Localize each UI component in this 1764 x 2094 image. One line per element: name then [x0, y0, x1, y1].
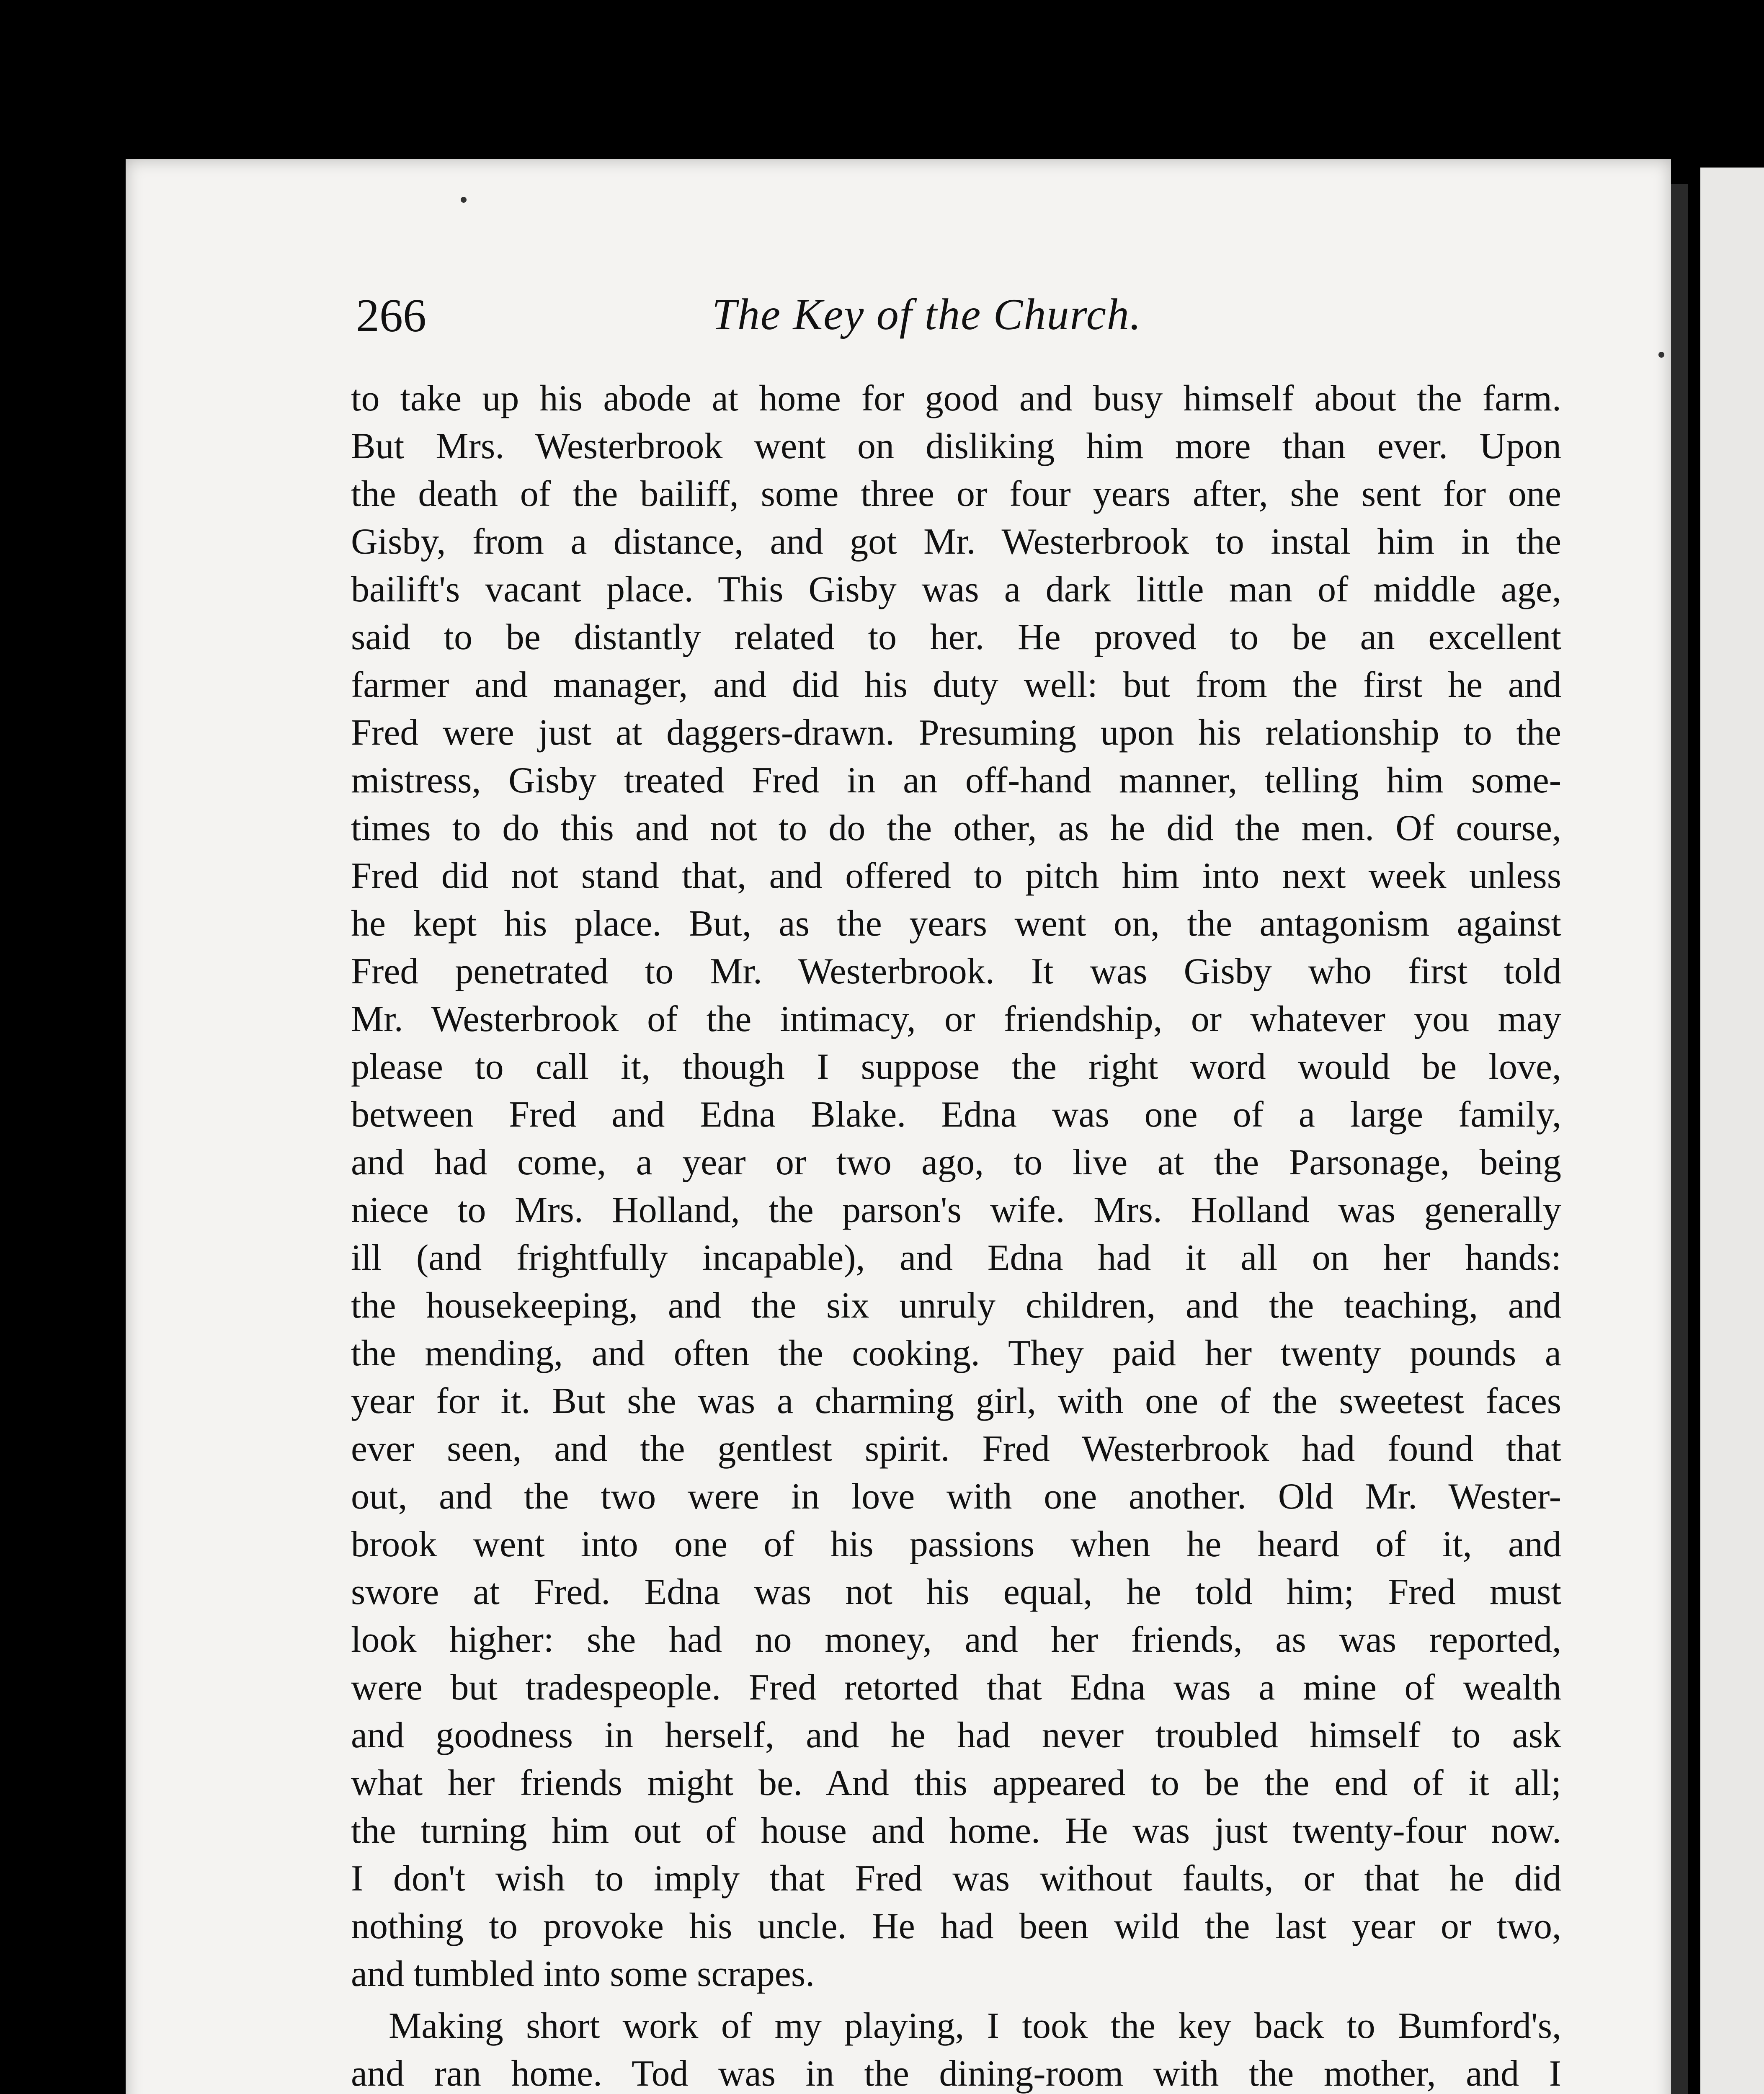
text-line: farmer and manager, and did his duty well: but from the first he and — [351, 665, 1561, 705]
paragraph — [351, 375, 1561, 1998]
text-line: times to do this and not to do the other, as he did the men. Of course, — [351, 808, 1561, 848]
text-line: what her friends might be. And this appeared to be the end of it all; — [351, 1763, 1561, 1803]
text-line: I don't wish to imply that Fred was without faults, or that he did — [351, 1858, 1561, 1899]
body-text — [351, 375, 1561, 2094]
paragraph — [351, 2002, 1561, 2094]
text-line: nothing to provoke his uncle. He had been wild the last year or two, — [351, 1906, 1561, 1947]
text-line: Fred penetrated to Mr. Westerbrook. It was Gisby who first told — [351, 951, 1561, 992]
text-line: ill (and frightfully incapable), and Edna had it all on her hands: — [351, 1238, 1561, 1278]
text-line: ever seen, and the gentlest spirit. Fred Westerbrook had found that — [351, 1429, 1561, 1469]
text-line: bailift's vacant place. This Gisby was a dark little man of middle age, — [351, 569, 1561, 610]
text-line: look higher: she had no money, and her friends, as was reported, — [351, 1619, 1561, 1660]
text-line: Making short work of my playing, I took the key back to Bumford's, — [389, 2006, 1561, 2046]
text-line: the death of the bailiff, some three or four years after, she sent for one — [351, 474, 1561, 514]
text-line: and goodness in herself, and he had never troubled himself to ask — [351, 1715, 1561, 1756]
running-head: The Key of the Church. — [712, 290, 1142, 339]
text-line: between Fred and Edna Blake. Edna was one of a large family, — [351, 1094, 1561, 1135]
text-line: and had come, a year or two ago, to live at the Parsonage, being — [351, 1142, 1561, 1183]
speck-mark — [1658, 352, 1664, 358]
text-line: were but tradespeople. Fred retorted that Edna was a mine of wealth — [351, 1667, 1561, 1708]
text-line: the turning him out of house and home. He was just twenty-four now. — [351, 1810, 1561, 1851]
text-line: to take up his abode at home for good and busy himself about the farm. — [351, 378, 1561, 419]
text-line: the mending, and often the cooking. They paid her twenty pounds a — [351, 1333, 1561, 1374]
text-line: and tumbled into some scrapes. — [351, 1954, 815, 1994]
text-line: niece to Mrs. Holland, the parson's wife. Mrs. Holland was generally — [351, 1190, 1561, 1230]
text-line: Mr. Westerbrook of the intimacy, or friendship, or whatever you may — [351, 999, 1561, 1039]
text-line: Fred were just at daggers-drawn. Presuming upon his relationship to the — [351, 712, 1561, 753]
text-line: he kept his place. But, as the years went on, the antagonism against — [351, 903, 1561, 944]
text-line: But Mrs. Westerbrook went on disliking him more than ever. Upon — [351, 426, 1561, 467]
text-line: said to be distantly related to her. He proved to be an excellent — [351, 617, 1561, 658]
text-line: brook went into one of his passions when he heard of it, and — [351, 1524, 1561, 1565]
page-number: 266 — [356, 290, 426, 342]
text-line: and ran home. Tod was in the dining-room with the mother, and I — [351, 2053, 1561, 2094]
text-line: please to call it, though I suppose the right word would be love, — [351, 1047, 1561, 1087]
text-line: out, and the two were in love with one another. Old Mr. Wester- — [351, 1476, 1561, 1517]
speck-mark — [461, 197, 467, 203]
text-line: year for it. But she was a charming girl, with one of the sweetest faces — [351, 1381, 1561, 1421]
text-line: swore at Fred. Edna was not his equal, he told him; Fred must — [351, 1572, 1561, 1612]
text-line: the housekeeping, and the six unruly children, and the teaching, and — [351, 1285, 1561, 1326]
facing-page-edge — [1700, 168, 1764, 2094]
page-shadow-edge — [1671, 184, 1688, 2094]
text-line: Fred did not stand that, and offered to pitch him into next week unless — [351, 856, 1561, 896]
text-line: Gisby, from a distance, and got Mr. Westerbrook to instal him in the — [351, 521, 1561, 562]
text-line: mistress, Gisby treated Fred in an off-hand manner, telling him some- — [351, 760, 1561, 801]
page-header — [356, 289, 1558, 348]
